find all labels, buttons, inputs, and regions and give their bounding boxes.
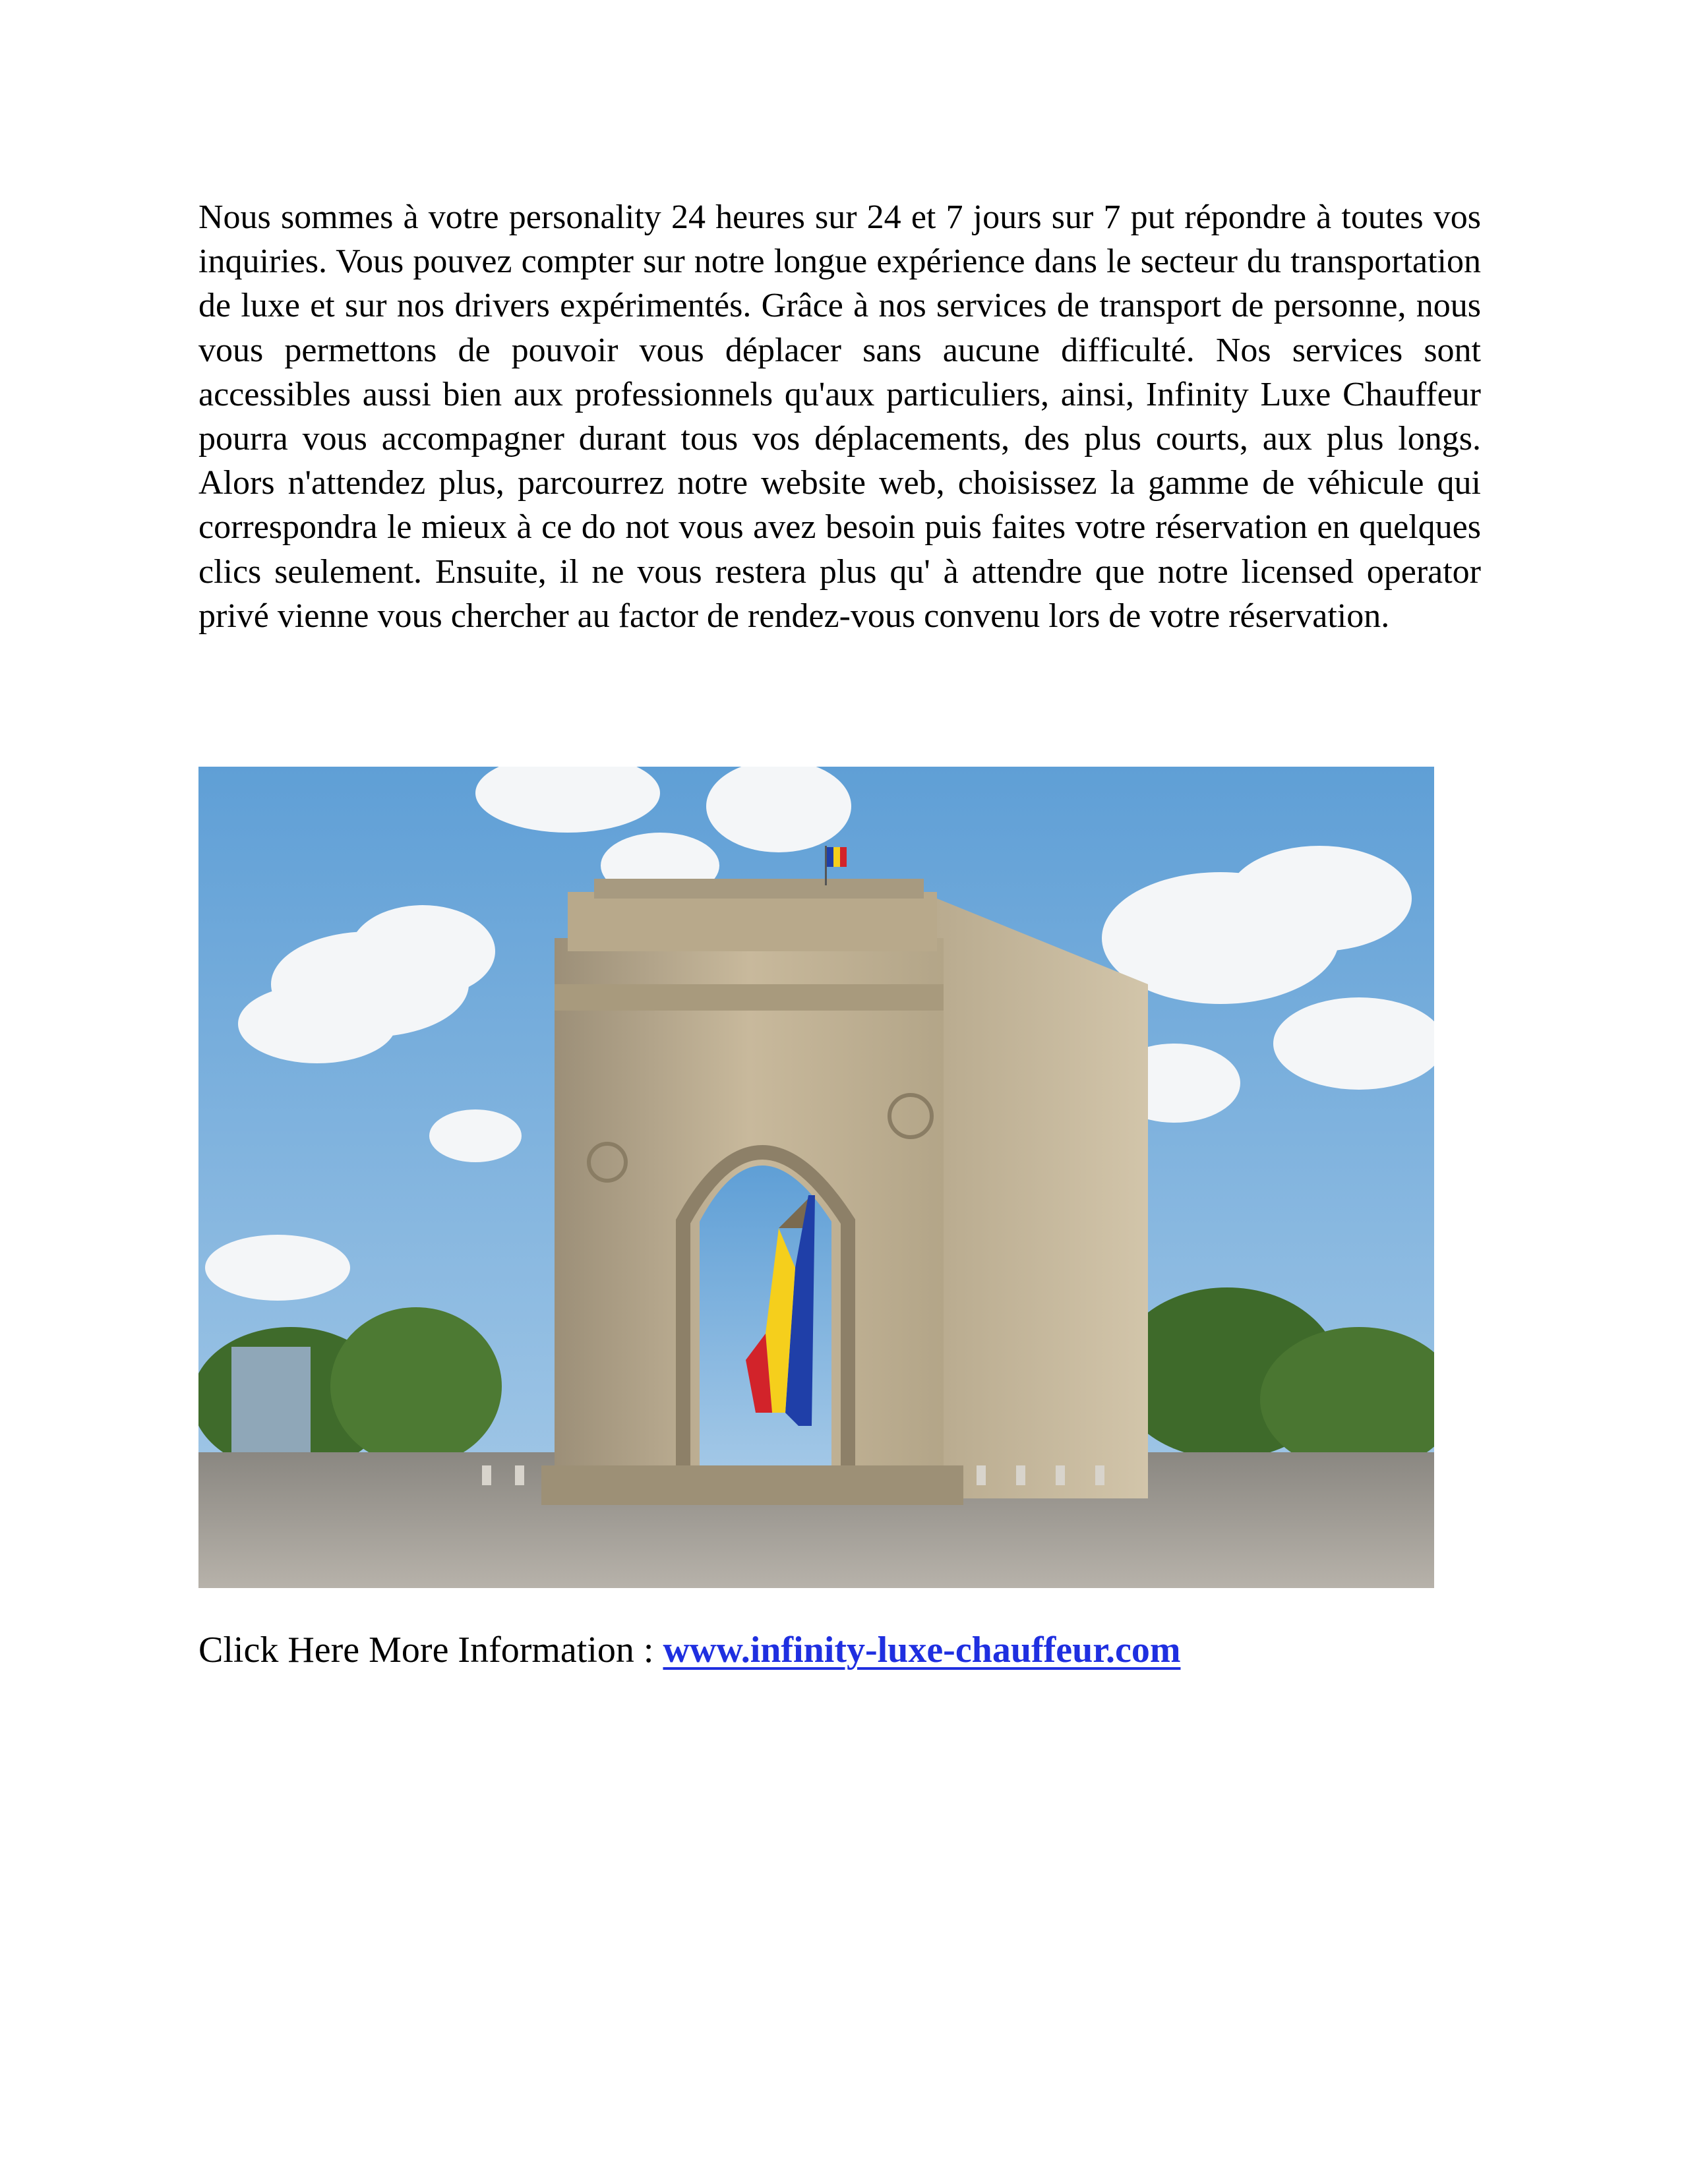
body-paragraph: Nous sommes à votre personality 24 heures sur 24 et 7 jours sur 7 put répondre à toutes vos inquiries. Vous pouvez compter sur notre longue expérience dans le secteur du transportation de luxe et sur nos drivers expérimentés. Grâce à nos services de transport de personne, nous vous permettons de pouvoir vous déplacer sans aucune difficulté. Nos services sont accessibles aussi bien aux professionnels qu'aux particuliers, ainsi, Infinity Luxe Chauffeur pourra vous accompagner durant tous vos déplacements, des plus courts, aux plus longs. Alors n'attendez plus, parcourrez notre website web, choisissez la gamme de véhicule qui correspondra le mieux à ce do not vous avez besoin puis faites votre réservation en quelques clics seulement. Ensuite, il ne vous restera plus qu' à attendre que notre licensed operator privé vienne vous chercher au factor de rendez-vous convenu lors de votre réservation. bbox=[198, 198, 1481, 635]
more-info-line bbox=[198, 1627, 1180, 1673]
arch-front bbox=[541, 879, 963, 1505]
arch-illustration bbox=[198, 767, 1434, 1588]
arch-of-triumph-photo bbox=[198, 767, 1434, 1588]
website-link[interactable]: www.infinity-luxe-chauffeur.com bbox=[663, 1630, 1181, 1670]
arch-side bbox=[937, 899, 1148, 1498]
distant-building bbox=[231, 1347, 311, 1459]
more-info-label: Click Here More Information : bbox=[198, 1630, 663, 1670]
